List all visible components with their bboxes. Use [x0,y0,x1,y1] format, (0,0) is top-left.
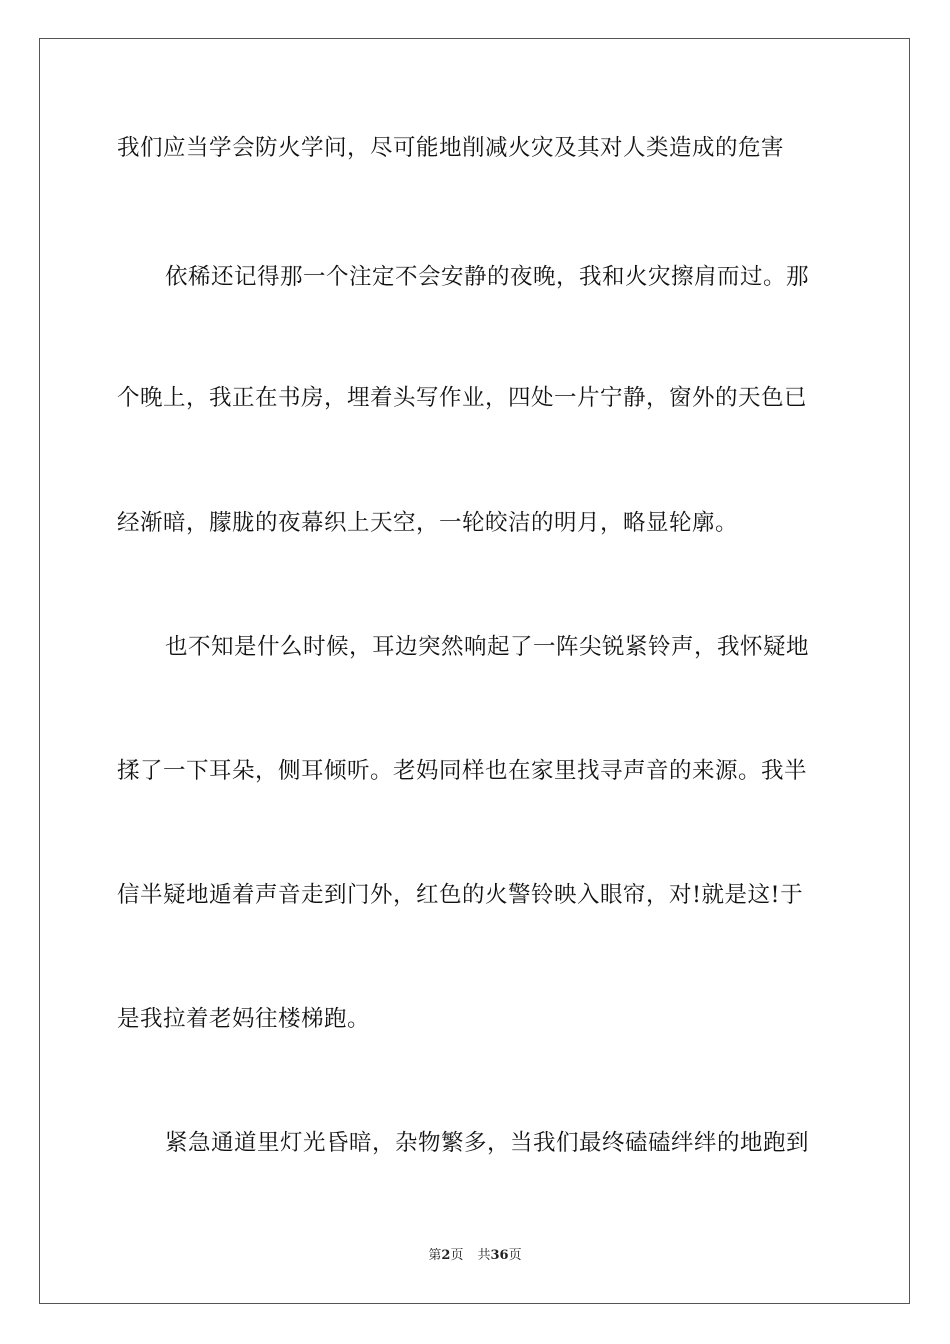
text-line-3: 个晚上，我正在书房，埋着头写作业，四处一片宁静，窗外的天色已 [117,385,808,411]
text-line-4: 经渐暗，朦胧的夜幕织上天空，一轮皎洁的明月，略显轮廓。 [117,510,739,536]
text-line-9: 紧急通道里灯光昏暗，杂物繁多，当我们最终磕磕绊绊的地跑到 [165,1130,810,1156]
total-suffix: 页 [508,1248,522,1263]
text-line-6: 揉了一下耳朵，侧耳倾听。老妈同样也在家里找寻声音的来源。我半 [117,758,808,784]
text-line-5: 也不知是什么时候，耳边突然响起了一阵尖锐紧铃声，我怀疑地 [165,634,810,660]
text-line-8: 是我拉着老妈往楼梯跑。 [117,1006,371,1032]
text-line-2: 依稀还记得那一个注定不会安静的夜晚，我和火灾擦肩而过。那 [165,264,810,290]
total-pages: 36 [490,1248,509,1263]
total-prefix: 共 [477,1248,491,1263]
text-line-7: 信半疑地遁着声音走到门外，红色的火警铃映入眼帘，对!就是这!于 [117,882,804,908]
page-footer [0,1247,950,1265]
page-prefix: 第 [428,1248,442,1263]
page-suffix: 页 [450,1248,464,1263]
page-number: 2 [441,1248,451,1263]
text-line-1: 我们应当学会防火学问，尽可能地削减火灾及其对人类造成的危害 [117,135,785,161]
page-border [39,38,910,1304]
